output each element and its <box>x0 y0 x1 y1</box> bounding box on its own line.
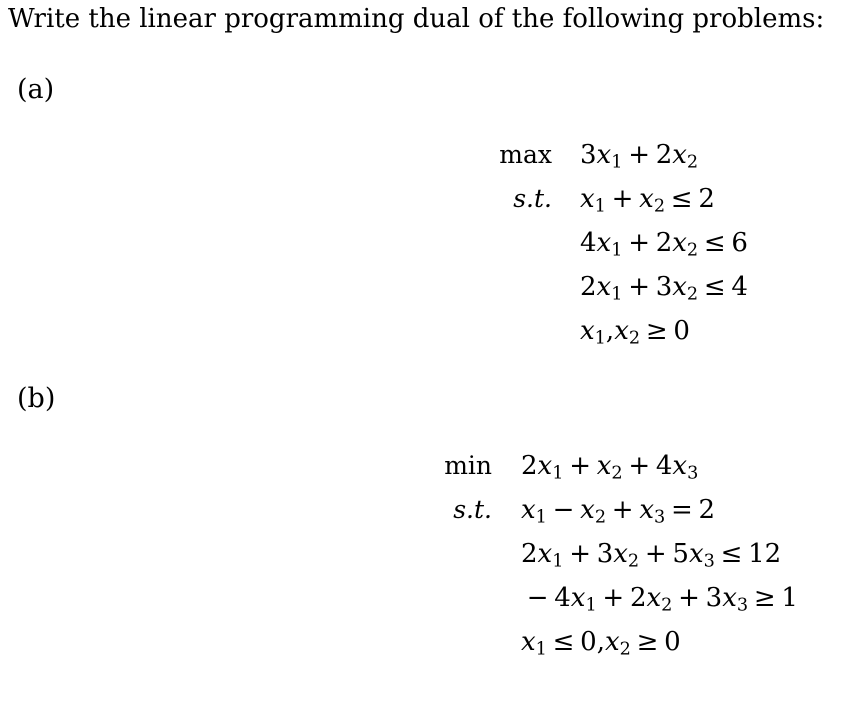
constraint-expression: $2x_1 + 3x_2 + 5x_3 \le 12$ <box>521 539 782 572</box>
constraint-expression: − $4x_1 + 2x_2 + 3x_3 \ge 1$ <box>526 583 798 616</box>
constraint-expression: $x_1 \le 0,x_2 \ge 0$ <box>521 627 681 660</box>
problem-b-constraint-row <box>0 492 860 528</box>
problem-a-constraint-row <box>0 313 860 349</box>
problem-a-objective-row <box>0 137 860 173</box>
problem-a-label: (a) <box>17 74 55 105</box>
objective-expression: $3x_1 + 2x_2$ <box>580 140 699 173</box>
objective-keyword: min <box>444 451 492 480</box>
problem-b-label: (b) <box>17 383 56 414</box>
constraint-keyword: s.t. <box>453 495 492 524</box>
instruction-text: Write the linear programming dual of the following problems: <box>8 4 825 34</box>
constraint-expression: $4x_1 + 2x_2 \le 6$ <box>580 228 748 261</box>
constraint-expression: $x_1 - x_2 + x_3 = 2$ <box>521 495 716 528</box>
constraint-expression: $x_1,x_2 \ge 0$ <box>580 316 690 349</box>
problem-b-constraint-row <box>0 624 860 660</box>
constraint-expression: $x_1 + x_2 \le 2$ <box>580 184 715 217</box>
problem-b-objective-row <box>0 448 860 484</box>
constraint-keyword: s.t. <box>513 184 552 213</box>
objective-keyword: max <box>499 140 552 169</box>
constraint-expression: $2x_1 + 3x_2 \le 4$ <box>580 272 748 305</box>
problem-b-constraint-row <box>0 580 860 616</box>
problem-a-constraint-row <box>0 269 860 305</box>
problem-a-constraint-row <box>0 225 860 261</box>
problem-a-constraint-row <box>0 181 860 217</box>
problem-b-constraint-row <box>0 536 860 572</box>
objective-expression: $2x_1 + x_2 + 4x_3$ <box>521 451 699 484</box>
